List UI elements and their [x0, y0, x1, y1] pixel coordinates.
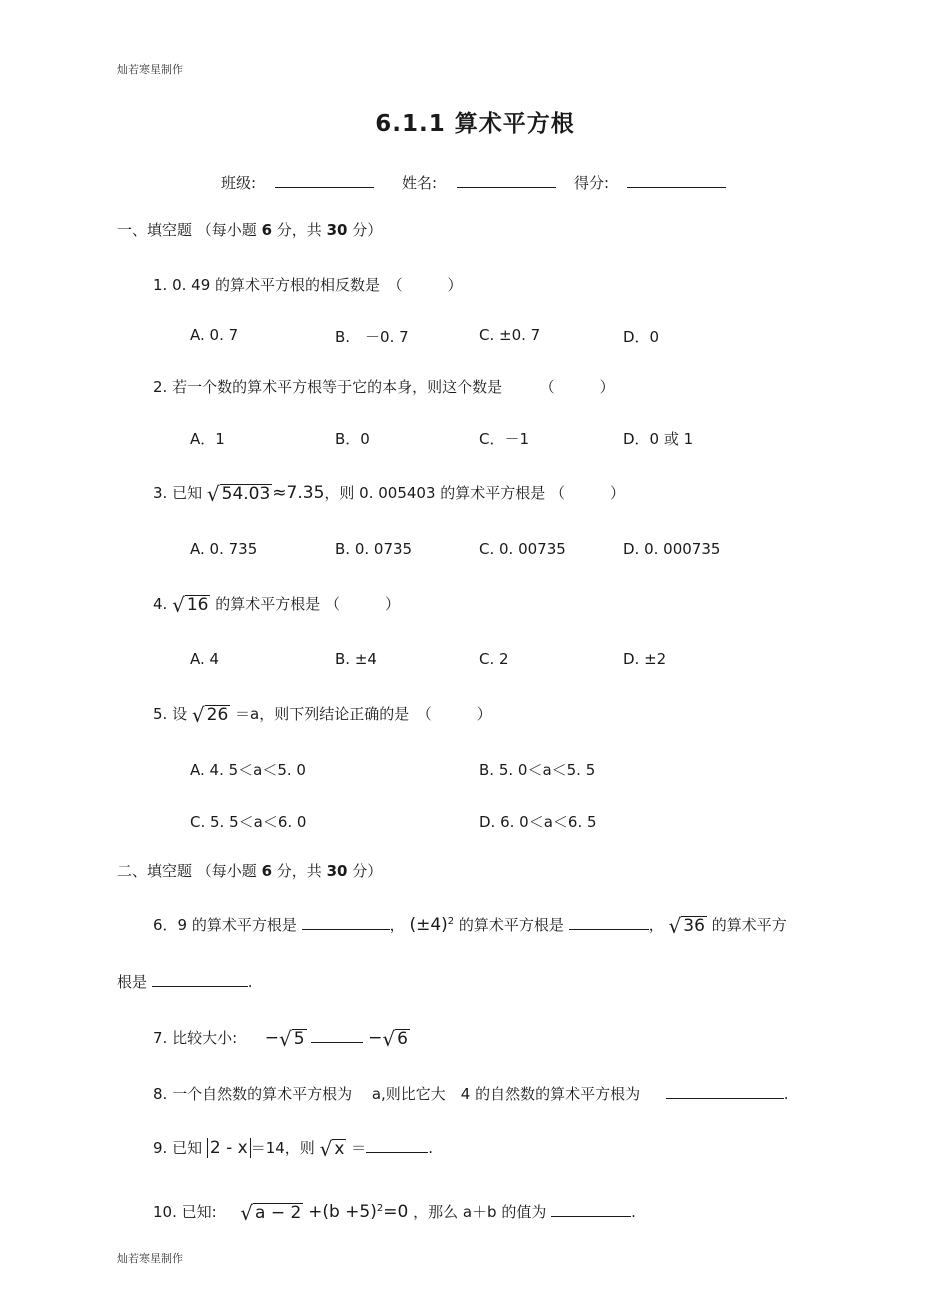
q1-option-c[interactable]: C. ±0. 7: [479, 326, 541, 344]
q5-option-d[interactable]: D. 6. 0＜a＜6. 5: [479, 813, 597, 831]
absolute-value: 2 - x: [207, 1138, 251, 1158]
q1-option-b[interactable]: B. －0. 7: [335, 328, 409, 346]
sqrt-expression: √ 36: [668, 914, 705, 938]
score-field[interactable]: [627, 173, 726, 188]
name-field[interactable]: [457, 173, 556, 188]
sqrt-expression: √ x: [319, 1137, 345, 1161]
q4-option-c[interactable]: C. 2: [479, 650, 509, 668]
sqrt-expression: √ a − 2: [240, 1201, 302, 1225]
section-heading-2: 二、填空题 （每小题 6 分，共 30 分）: [117, 862, 383, 880]
watermark-top: 灿若寒星制作: [117, 63, 183, 76]
q3-option-a[interactable]: A. 0. 735: [190, 540, 258, 558]
question-7: 7. 比较大小: − √ 5 − √ 6: [153, 1027, 408, 1051]
section-heading-1: 一、填空题 （每小题 6 分，共 30 分）: [117, 221, 383, 239]
q1-option-a[interactable]: A. 0. 7: [190, 326, 239, 344]
q3-option-d[interactable]: D. 0. 000735: [623, 540, 721, 558]
sqrt-expression: √ 5: [278, 1027, 305, 1051]
q5-option-b[interactable]: B. 5. 0＜a＜5. 5: [479, 761, 596, 779]
q8-blank[interactable]: [666, 1084, 784, 1099]
q5-option-c[interactable]: C. 5. 5＜a＜6. 0: [190, 813, 307, 831]
question-3: 3. 已知 √ 54.03 ≈7.35，则 0. 005403 的算术平方根是 （ ）: [153, 482, 626, 506]
sqrt-expression: √ 26: [191, 703, 229, 727]
q2-option-c[interactable]: C．－1: [479, 430, 530, 448]
q4-option-d[interactable]: D. ±2: [623, 650, 667, 668]
q3-option-c[interactable]: C. 0. 00735: [479, 540, 566, 558]
question-9: 9. 已知 2 - x ＝14，则 √ x ＝ .: [153, 1137, 433, 1161]
sqrt-expression: √ 16: [172, 593, 209, 617]
question-2: 2. 若一个数的算术平方根等于它的本身，则这个数是 （ ）: [153, 378, 615, 396]
q1-option-d[interactable]: D．0: [623, 328, 660, 346]
sqrt-expression: √ 6: [382, 1027, 408, 1051]
q6-blank-2[interactable]: [569, 915, 649, 930]
question-5: 5. 设 √ 26 ＝a，则下列结论正确的是 （ ）: [153, 703, 492, 727]
q4-option-a[interactable]: A. 4: [190, 650, 220, 668]
class-label: 班级:: [221, 174, 257, 192]
q6-blank-3[interactable]: [152, 972, 248, 987]
q2-option-d[interactable]: D．0 或 1: [623, 430, 694, 448]
question-6: 6．9 的算术平方根是 ， $(\pm 4)^2$ 的算术平方根是 ， √ 36 的算术平方: [153, 914, 787, 938]
question-4: 4. √ 16 的算术平方根是 （ ）: [153, 593, 401, 617]
watermark-bottom: 灿若寒星制作: [117, 1252, 183, 1265]
q9-blank[interactable]: [366, 1138, 428, 1153]
question-10: 10. 已知: √ a − 2 $+(b +5)^2=0$ ，那么 a＋b 的值为 .: [153, 1201, 636, 1225]
page-title: 6.1.1 算术平方根: [375, 111, 575, 137]
q7-blank[interactable]: [311, 1028, 363, 1043]
question-1: 1. 0. 49 的算术平方根的相反数是 （ ）: [153, 276, 463, 294]
q2-option-a[interactable]: A．1: [190, 430, 225, 448]
q4-option-b[interactable]: B. ±4: [335, 650, 377, 668]
q3-option-b[interactable]: B. 0. 0735: [335, 540, 413, 558]
q2-option-b[interactable]: B．0: [335, 430, 370, 448]
class-field[interactable]: [275, 173, 374, 188]
sqrt-expression: √ 54.03: [206, 482, 271, 506]
q5-option-a[interactable]: A. 4. 5＜a＜5. 0: [190, 761, 306, 779]
question-6-continued: 根是 .: [117, 973, 253, 991]
score-label: 得分:: [574, 174, 610, 192]
question-8: 8. 一个自然数的算术平方根为 a,则比它大 4 的自然数的算术平方根为 .: [153, 1085, 789, 1103]
name-label: 姓名:: [402, 174, 438, 192]
q6-blank-1[interactable]: [302, 915, 390, 930]
q10-blank[interactable]: [551, 1202, 631, 1217]
